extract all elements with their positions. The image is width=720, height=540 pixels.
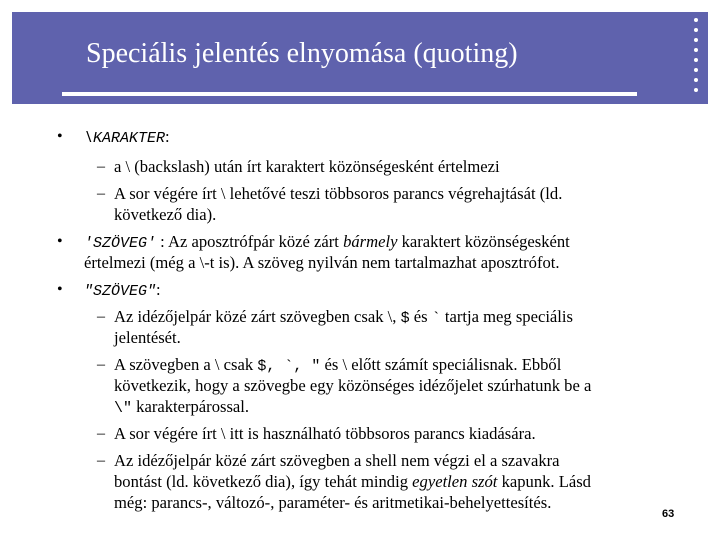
- bullet-3-item-1-line-1: Az idézőjelpár közé zárt szövegben csak \, $ és ` tartja meg speciális: [114, 307, 573, 327]
- decor-dot: [694, 68, 698, 72]
- bullet-3-item-2-line-3: \" karakterpárossal.: [114, 397, 250, 417]
- decor-dot: [694, 88, 698, 92]
- decor-dot: [694, 58, 698, 62]
- bullet-1-item-1: a \ (backslash) után írt karaktert közönségesként értelmezi: [114, 157, 500, 176]
- bullet-3-item-4-line-3: még: parancs-, változó-, paraméter- és aritmetikai-behelyettesítés.: [114, 493, 552, 512]
- decor-dot: [694, 78, 698, 82]
- code-karakter: \KARAKTER: [84, 130, 166, 147]
- dash-marker: –: [97, 356, 105, 373]
- code-szoveg-apostrophe: 'SZÖVEG': [84, 235, 157, 252]
- bullet-marker: •: [57, 128, 63, 145]
- dash-marker: –: [97, 158, 105, 175]
- bullet-3-item-4-line-1: Az idézőjelpár közé zárt szövegben a shell nem végzi el a szavakra: [114, 451, 560, 470]
- decor-dot: [694, 38, 698, 42]
- decor-dot: [694, 18, 698, 22]
- bullet-3-item-2-line-2: következik, hogy a szövegbe egy közönséges idézőjelet szúrhatunk be a: [114, 376, 592, 395]
- bullet-1-item-2-line-1: A sor végére írt \ lehetővé teszi többsoros parancs végrehajtását (ld.: [114, 184, 563, 203]
- code-szoveg-quote: "SZÖVEG": [84, 283, 157, 300]
- page-number: 63: [662, 508, 675, 520]
- dash-marker: –: [97, 308, 105, 325]
- bullet-2-line-2: értelmezi (még a \-t is). A szöveg nyilván nem tartalmazhat aposztrófot.: [84, 253, 560, 272]
- dash-marker: –: [97, 185, 105, 202]
- decor-dot: [694, 28, 698, 32]
- bullet-3-item-2-line-1: A szövegben a \ csak $, `, " és \ előtt számít speciálisnak. Ebből: [114, 355, 562, 375]
- dash-marker: –: [97, 452, 105, 469]
- slide-title: Speciális jelentés elnyomása (quoting): [86, 38, 518, 69]
- bullet-1-text: \KARAKTER:: [84, 127, 170, 147]
- bullet-2-line-1: 'SZÖVEG' : Az aposztrófpár közé zárt bármely karaktert közönségesként: [84, 232, 570, 252]
- bullet-3-item-4-line-2: bontást (ld. következő dia), így tehát mindig egyetlen szót kapunk. Lásd: [114, 472, 591, 491]
- bullet-marker: •: [57, 281, 63, 298]
- bullet-3-item-3: A sor végére írt \ itt is használható többsoros parancs kiadására.: [114, 424, 536, 443]
- bullet-3-text: "SZÖVEG":: [84, 280, 161, 300]
- bullet-3-item-1-line-2: jelentését.: [114, 328, 181, 347]
- dash-marker: –: [97, 425, 105, 442]
- bullet-marker: •: [57, 233, 63, 250]
- decor-dot: [694, 48, 698, 52]
- bullet-1-item-2-line-2: következő dia).: [114, 205, 217, 224]
- title-underline: [62, 92, 637, 96]
